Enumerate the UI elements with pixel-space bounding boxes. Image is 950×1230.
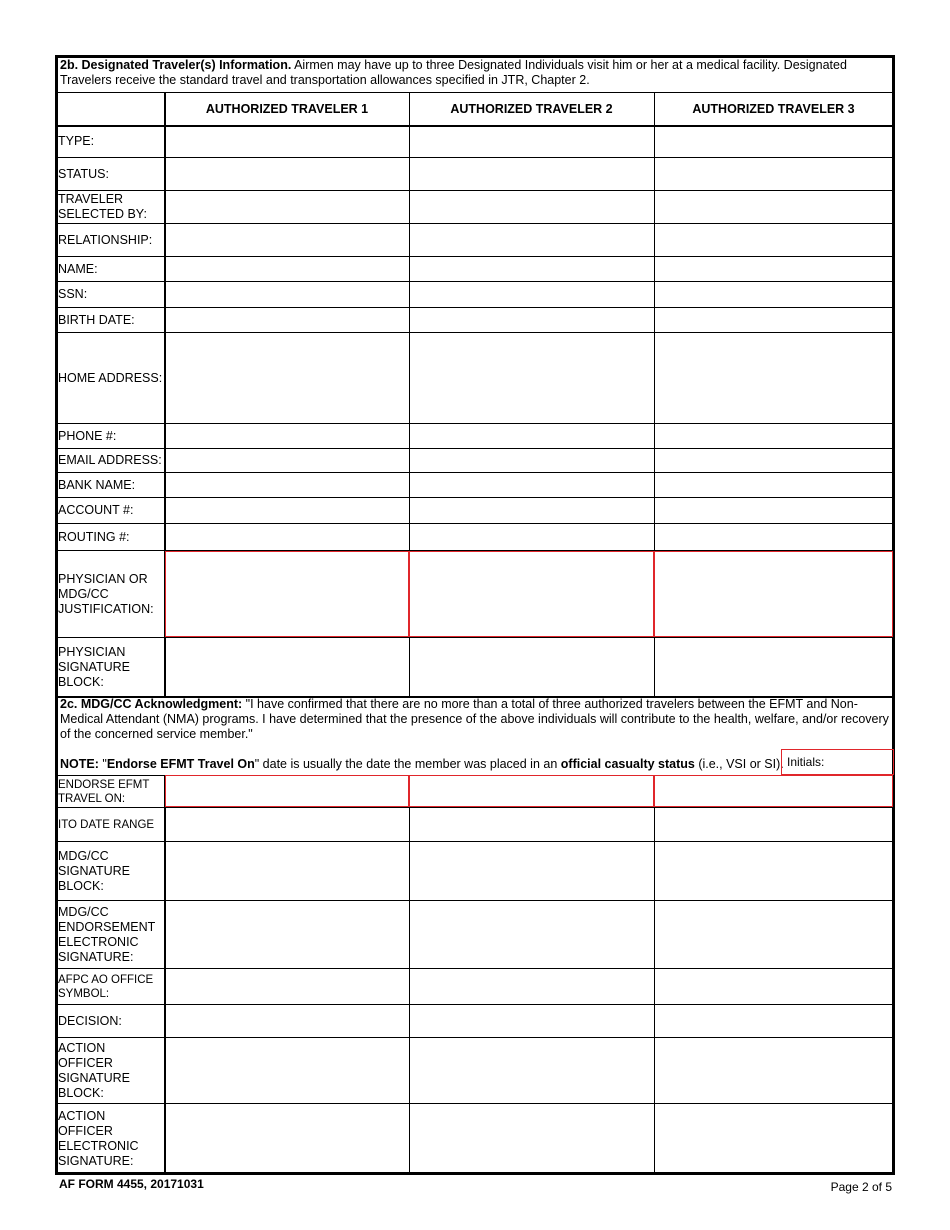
section-2c-acknowledgment bbox=[60, 697, 890, 742]
row-label-status: STATUS: bbox=[58, 166, 109, 181]
traveler-3-phone-field[interactable] bbox=[655, 424, 892, 448]
traveler-2-mdg-signature-block-field[interactable] bbox=[410, 842, 653, 900]
traveler-1-ito-date-range-field[interactable] bbox=[166, 808, 408, 841]
initials-label: Initials: bbox=[787, 755, 825, 769]
traveler-3-decision-field[interactable] bbox=[655, 1005, 892, 1037]
traveler-1-afpc-office-symbol-field[interactable] bbox=[166, 969, 408, 1004]
page-number: Page 2 of 5 bbox=[830, 1180, 892, 1194]
note-bold-text: Endorse EFMT Travel On bbox=[106, 757, 255, 771]
traveler-2-type-field[interactable] bbox=[410, 126, 653, 157]
traveler-2-status-field[interactable] bbox=[410, 158, 653, 190]
row-label-phone: PHONE #: bbox=[58, 428, 117, 443]
traveler-1-email-field[interactable] bbox=[166, 449, 408, 472]
row-label-physician-signature-block: PHYSICIAN SIGNATURE BLOCK: bbox=[58, 644, 130, 689]
traveler-1-routing-field[interactable] bbox=[166, 524, 408, 550]
traveler-3-mdg-electronic-signature-field[interactable] bbox=[655, 901, 892, 968]
traveler-2-afpc-office-symbol-field[interactable] bbox=[410, 969, 653, 1004]
traveler-1-account-field[interactable] bbox=[166, 498, 408, 523]
section-2c-heading: 2c. MDG/CC Acknowledgment: bbox=[60, 697, 243, 711]
section-2c-text: "I have confirmed that there are no more than a total of three authorized travelers between the EFMT and Non-Medical Attendant (NMA) programs. I have determined that the presence of the above individuals will contribute to the health, welfare, and/or recovery of the concerned service member." bbox=[60, 697, 889, 741]
row-label-mdg-cc-signature-block: MDG/CC SIGNATURE BLOCK: bbox=[58, 848, 130, 893]
traveler-1-home-address-field[interactable] bbox=[166, 333, 408, 423]
row-label-account: ACCOUNT #: bbox=[58, 503, 134, 517]
traveler-3-bank-name-field[interactable] bbox=[655, 473, 892, 497]
traveler-1-justification-field[interactable] bbox=[165, 551, 409, 637]
traveler-3-routing-field[interactable] bbox=[655, 524, 892, 550]
traveler-3-account-field[interactable] bbox=[655, 498, 892, 523]
traveler-2-ito-date-range-field[interactable] bbox=[410, 808, 653, 841]
row-label-endorse-efmt-travel-on: ENDORSE EFMT TRAVEL ON: bbox=[58, 778, 150, 805]
traveler-2-ssn-field[interactable] bbox=[410, 282, 653, 307]
traveler-1-endorse-date-field[interactable] bbox=[165, 775, 409, 807]
row-label-afpc-ao-office-symbol: AFPC AO OFFICE SYMBOL: bbox=[58, 973, 154, 1000]
note-text: (i.e., VSI or SI). bbox=[694, 757, 784, 771]
traveler-3-type-field[interactable] bbox=[655, 126, 892, 157]
traveler-1-action-officer-signature-block-field[interactable] bbox=[166, 1038, 408, 1103]
grid-line bbox=[55, 92, 895, 93]
traveler-1-name-field[interactable] bbox=[166, 257, 408, 281]
column-header-traveler-2: AUTHORIZED TRAVELER 2 bbox=[450, 102, 613, 116]
traveler-2-email-field[interactable] bbox=[410, 449, 653, 472]
traveler-2-action-officer-electronic-signature-field[interactable] bbox=[410, 1104, 653, 1172]
traveler-2-phone-field[interactable] bbox=[410, 424, 653, 448]
traveler-1-mdg-signature-block-field[interactable] bbox=[166, 842, 408, 900]
traveler-1-physician-signature-field[interactable] bbox=[166, 638, 408, 696]
row-label-routing: ROUTING #: bbox=[58, 529, 130, 544]
traveler-1-bank-name-field[interactable] bbox=[166, 473, 408, 497]
traveler-2-endorse-date-field[interactable] bbox=[409, 775, 654, 807]
traveler-3-status-field[interactable] bbox=[655, 158, 892, 190]
traveler-1-phone-field[interactable] bbox=[166, 424, 408, 448]
traveler-2-selected-by-field[interactable] bbox=[410, 191, 653, 223]
row-label-physician-justification: PHYSICIAN OR MDG/CC JUSTIFICATION: bbox=[58, 571, 154, 616]
traveler-3-action-officer-signature-block-field[interactable] bbox=[655, 1038, 892, 1103]
traveler-3-endorse-date-field[interactable] bbox=[654, 775, 893, 807]
traveler-1-relationship-field[interactable] bbox=[166, 224, 408, 256]
initials-field[interactable] bbox=[781, 749, 894, 775]
traveler-3-ito-date-range-field[interactable] bbox=[655, 808, 892, 841]
row-label-mdg-cc-electronic-signature: MDG/CC ENDORSEMENT ELECTRONIC SIGNATURE: bbox=[58, 904, 156, 964]
section-2b-text: Airmen may have up to three Designated Individuals visit him or her at a medical facility. Designated Travelers receive the standard travel and transportation allowances specified in JTR, Chapter 2. bbox=[60, 58, 847, 87]
row-label-decision: DECISION: bbox=[58, 1013, 122, 1028]
row-label-relationship: RELATIONSHIP: bbox=[58, 232, 153, 247]
row-label-bank-name: BANK NAME: bbox=[58, 477, 136, 492]
traveler-2-justification-field[interactable] bbox=[409, 551, 654, 637]
row-label-name: NAME: bbox=[58, 261, 98, 276]
traveler-3-afpc-office-symbol-field[interactable] bbox=[655, 969, 892, 1004]
row-label-ssn: SSN: bbox=[58, 287, 88, 301]
traveler-1-action-officer-electronic-signature-field[interactable] bbox=[166, 1104, 408, 1172]
traveler-2-routing-field[interactable] bbox=[410, 524, 653, 550]
column-header-traveler-1: AUTHORIZED TRAVELER 1 bbox=[205, 102, 369, 116]
traveler-3-physician-signature-field[interactable] bbox=[655, 638, 892, 696]
traveler-3-justification-field[interactable] bbox=[654, 551, 893, 637]
row-label-traveler-selected-by: TRAVELER SELECTED BY: bbox=[58, 192, 147, 221]
traveler-2-name-field[interactable] bbox=[410, 257, 653, 281]
traveler-3-action-officer-electronic-signature-field[interactable] bbox=[655, 1104, 892, 1172]
traveler-3-selected-by-field[interactable] bbox=[655, 191, 892, 223]
section-2b-heading: 2b. Designated Traveler(s) Information. bbox=[60, 58, 292, 72]
traveler-3-relationship-field[interactable] bbox=[655, 224, 892, 256]
traveler-1-status-field[interactable] bbox=[166, 158, 408, 190]
traveler-2-physician-signature-field[interactable] bbox=[410, 638, 653, 696]
traveler-3-email-field[interactable] bbox=[655, 449, 892, 472]
traveler-3-home-address-field[interactable] bbox=[655, 333, 892, 423]
endorse-note bbox=[60, 757, 784, 772]
row-label-email-address: EMAIL ADDRESS: bbox=[58, 453, 162, 467]
traveler-3-birth-date-field[interactable] bbox=[655, 308, 892, 332]
form-identifier: AF FORM 4455, 20171031 bbox=[59, 1177, 204, 1191]
traveler-1-ssn-field[interactable] bbox=[166, 282, 408, 307]
row-label-action-officer-signature-block: ACTION OFFICER SIGNATURE BLOCK: bbox=[58, 1040, 130, 1100]
column-header-traveler-3: AUTHORIZED TRAVELER 3 bbox=[692, 102, 855, 116]
row-label-ito-date-range: ITO DATE RANGE bbox=[58, 818, 155, 831]
row-label-home-address: HOME ADDRESS: bbox=[58, 370, 163, 385]
traveler-2-birth-date-field[interactable] bbox=[410, 308, 653, 332]
note-label: NOTE: bbox=[60, 757, 99, 771]
traveler-2-account-field[interactable] bbox=[410, 498, 653, 523]
traveler-3-mdg-signature-block-field[interactable] bbox=[655, 842, 892, 900]
row-label-action-officer-electronic-signature: ACTION OFFICER ELECTRONIC SIGNATURE: bbox=[58, 1108, 139, 1168]
traveler-2-mdg-electronic-signature-field[interactable] bbox=[410, 901, 653, 968]
traveler-3-name-field[interactable] bbox=[655, 257, 892, 281]
section-2b-intro bbox=[60, 58, 886, 88]
traveler-1-mdg-electronic-signature-field[interactable] bbox=[166, 901, 408, 968]
traveler-2-bank-name-field[interactable] bbox=[410, 473, 653, 497]
note-text: " bbox=[98, 757, 107, 771]
traveler-2-relationship-field[interactable] bbox=[410, 224, 653, 256]
traveler-1-type-field[interactable] bbox=[166, 126, 408, 157]
traveler-1-selected-by-field[interactable] bbox=[166, 191, 408, 223]
row-label-type: TYPE: bbox=[58, 134, 95, 148]
note-text: " date is usually the date the member was placed in an bbox=[254, 757, 561, 771]
traveler-2-home-address-field[interactable] bbox=[410, 333, 653, 423]
traveler-2-decision-field[interactable] bbox=[410, 1005, 653, 1037]
traveler-3-ssn-field[interactable] bbox=[655, 282, 892, 307]
traveler-2-action-officer-signature-block-field[interactable] bbox=[410, 1038, 653, 1103]
row-label-birth-date: BIRTH DATE: bbox=[58, 312, 135, 327]
note-bold-text: official casualty status bbox=[560, 757, 695, 771]
traveler-1-decision-field[interactable] bbox=[166, 1005, 408, 1037]
traveler-1-birth-date-field[interactable] bbox=[166, 308, 408, 332]
